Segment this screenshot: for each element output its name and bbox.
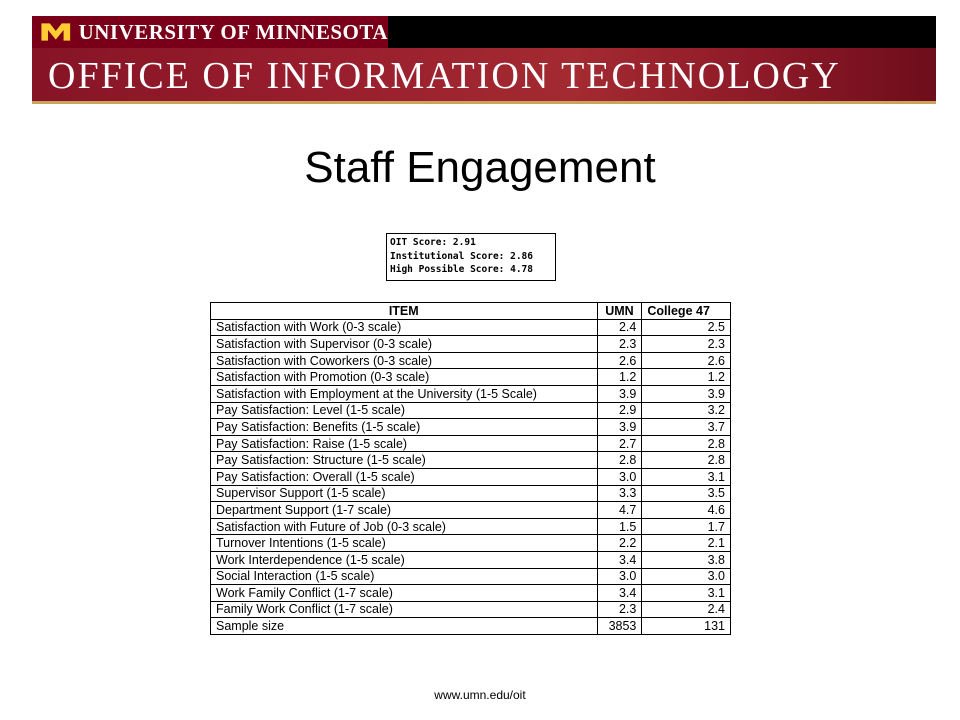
cell-college: 131: [642, 618, 731, 635]
cell-college: 3.8: [642, 551, 731, 568]
table-row: [211, 435, 731, 452]
university-bar: [32, 16, 388, 48]
cell-college: 3.9: [642, 385, 731, 402]
table-row: [211, 618, 731, 635]
cell-college: 2.3: [642, 336, 731, 353]
cell-umn: 2.9: [597, 402, 642, 419]
header-item: ITEM: [211, 303, 598, 320]
table-row: [211, 402, 731, 419]
header-college: College 47: [642, 303, 731, 320]
cell-item: Pay Satisfaction: Level (1-5 scale): [211, 402, 598, 419]
cell-item: Satisfaction with Future of Job (0-3 scale): [211, 518, 598, 535]
cell-umn: 3853: [597, 618, 642, 635]
table-header-row: [211, 303, 731, 320]
cell-umn: 3.4: [597, 551, 642, 568]
cell-umn: 2.3: [597, 336, 642, 353]
table-row: [211, 385, 731, 402]
table-row: [211, 319, 731, 336]
cell-item: Pay Satisfaction: Benefits (1-5 scale): [211, 419, 598, 436]
cell-umn: 2.2: [597, 535, 642, 552]
cell-umn: 3.0: [597, 468, 642, 485]
university-name: UNIVERSITY OF MINNESOTA: [78, 19, 388, 44]
cell-umn: 1.5: [597, 518, 642, 535]
cell-college: 1.7: [642, 518, 731, 535]
table-row: [211, 419, 731, 436]
cell-item: Satisfaction with Supervisor (0-3 scale): [211, 336, 598, 353]
cell-item: Pay Satisfaction: Raise (1-5 scale): [211, 435, 598, 452]
cell-umn: 3.9: [597, 385, 642, 402]
cell-item: Work Interdependence (1-5 scale): [211, 551, 598, 568]
cell-item: Social Interaction (1-5 scale): [211, 568, 598, 585]
footer-url: www.umn.edu/oit: [434, 688, 526, 702]
table-body: [211, 319, 731, 634]
table-row: [211, 585, 731, 602]
cell-college: 3.7: [642, 419, 731, 436]
cell-college: 3.1: [642, 585, 731, 602]
table-row: [211, 369, 731, 386]
cell-item: Department Support (1-7 scale): [211, 502, 598, 519]
cell-umn: 2.6: [597, 352, 642, 369]
table-row: [211, 518, 731, 535]
cell-item: Supervisor Support (1-5 scale): [211, 485, 598, 502]
m-logo-icon: [41, 21, 71, 43]
cell-umn: 3.0: [597, 568, 642, 585]
cell-umn: 3.9: [597, 419, 642, 436]
cell-college: 2.1: [642, 535, 731, 552]
cell-umn: 1.2: [597, 369, 642, 386]
cell-item: Turnover Intentions (1-5 scale): [211, 535, 598, 552]
cell-umn: 2.3: [597, 601, 642, 618]
table-row: [211, 485, 731, 502]
high-possible-score: High Possible Score: 4.78: [390, 264, 533, 275]
header-umn: UMN: [597, 303, 642, 320]
table-row: [211, 452, 731, 469]
table-row: [211, 535, 731, 552]
cell-college: 2.8: [642, 435, 731, 452]
cell-item: Sample size: [211, 618, 598, 635]
cell-umn: 3.4: [597, 585, 642, 602]
table-row: [211, 568, 731, 585]
cell-item: Satisfaction with Work (0-3 scale): [211, 319, 598, 336]
table-row: [211, 601, 731, 618]
cell-college: 2.6: [642, 352, 731, 369]
table-row: [211, 352, 731, 369]
cell-college: 3.5: [642, 485, 731, 502]
cell-college: 1.2: [642, 369, 731, 386]
cell-umn: 2.7: [597, 435, 642, 452]
cell-umn: 2.4: [597, 319, 642, 336]
cell-item: Pay Satisfaction: Structure (1-5 scale): [211, 452, 598, 469]
cell-college: 2.8: [642, 452, 731, 469]
cell-item: Satisfaction with Promotion (0-3 scale): [211, 369, 598, 386]
header-banner: [32, 16, 936, 104]
banner-black-bar: [388, 16, 936, 48]
table-row: [211, 468, 731, 485]
cell-college: 4.6: [642, 502, 731, 519]
cell-umn: 3.3: [597, 485, 642, 502]
cell-college: 3.0: [642, 568, 731, 585]
office-bar: [32, 48, 936, 104]
cell-umn: 4.7: [597, 502, 642, 519]
cell-college: 3.2: [642, 402, 731, 419]
cell-college: 2.5: [642, 319, 731, 336]
cell-item: Satisfaction with Employment at the University (1-5 Scale): [211, 385, 598, 402]
table-row: [211, 502, 731, 519]
table-row: [211, 336, 731, 353]
cell-college: 3.1: [642, 468, 731, 485]
oit-score: OIT Score: 2.91: [390, 237, 476, 248]
cell-umn: 2.8: [597, 452, 642, 469]
engagement-table: [210, 302, 731, 635]
institutional-score: Institutional Score: 2.86: [390, 250, 533, 262]
cell-item: Family Work Conflict (1-7 scale): [211, 601, 598, 618]
score-box: [386, 233, 556, 281]
cell-item: Satisfaction with Coworkers (0-3 scale): [211, 352, 598, 369]
table-row: [211, 551, 731, 568]
cell-item: Work Family Conflict (1-7 scale): [211, 585, 598, 602]
page-title: Staff Engagement: [304, 143, 656, 192]
cell-college: 2.4: [642, 601, 731, 618]
cell-item: Pay Satisfaction: Overall (1-5 scale): [211, 468, 598, 485]
office-name: OFFICE OF INFORMATION TECHNOLOGY: [48, 55, 841, 97]
